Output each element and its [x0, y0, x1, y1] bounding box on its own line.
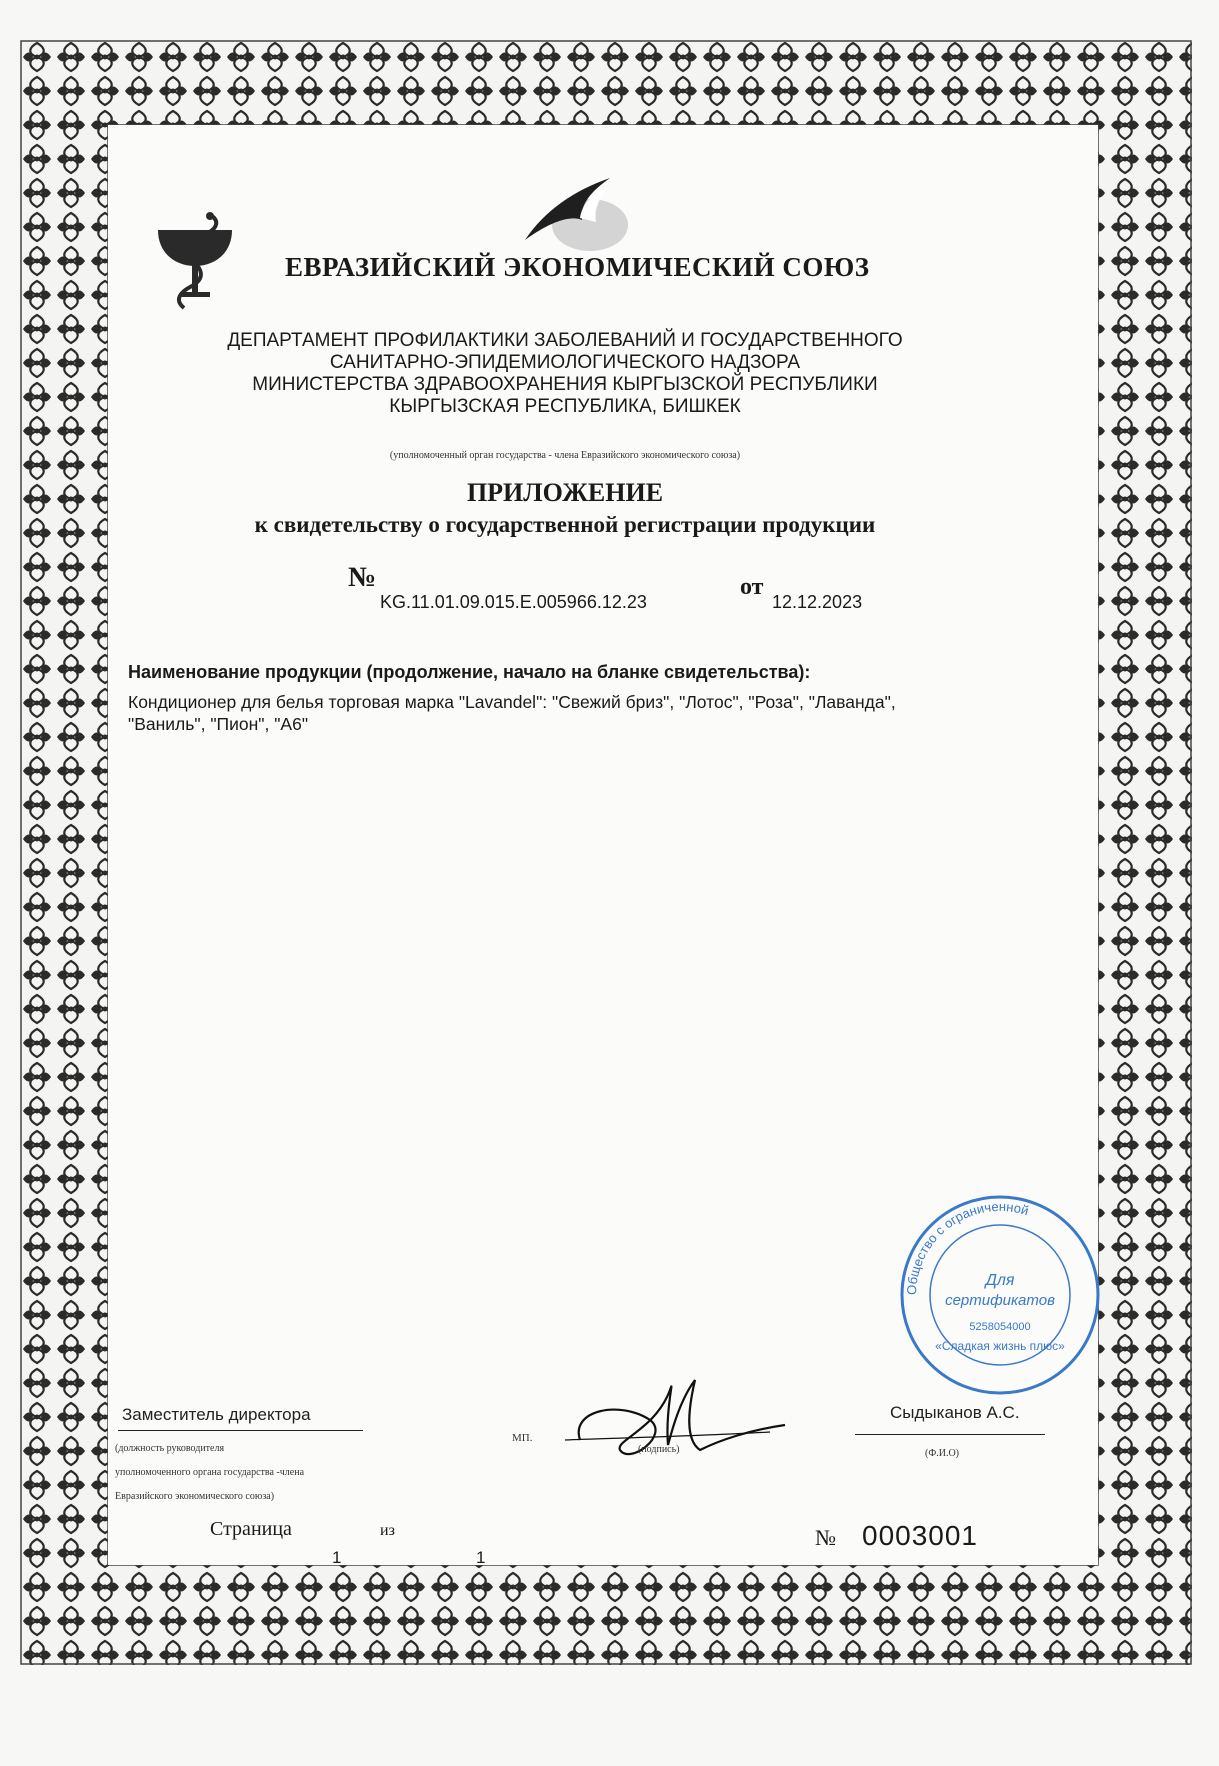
- department-line-3: МИНИСТЕРСТВА ЗДРАВООХРАНЕНИЯ КЫРГЫЗСКОЙ РЕСПУБЛИКИ: [252, 374, 878, 395]
- product-description-line-2: "Ваниль", "Пион", "А6": [128, 714, 309, 734]
- position-note-line-1: (должность руководителя: [115, 1443, 225, 1454]
- position-note-line-2: уполномоченного органа государства -члена: [115, 1467, 305, 1478]
- document-subtitle: к свидетельству о государственной регистрации продукции: [254, 512, 876, 537]
- handwritten-signature: [560, 1370, 790, 1480]
- page-total: 1: [476, 1548, 486, 1567]
- stamp-inn: 5258054000: [969, 1321, 1031, 1333]
- company-stamp: [895, 1190, 1105, 1400]
- department-line-4: КЫРГЫЗСКАЯ РЕСПУБЛИКА, БИШКЕК: [389, 396, 741, 417]
- stamp-center-text-2: сертификатов: [945, 1292, 1055, 1309]
- position-note-line-3: Евразийского экономического союза): [115, 1491, 275, 1502]
- of-label: из: [380, 1522, 395, 1539]
- registration-date: 12.12.2023: [772, 592, 863, 612]
- authority-note: (уполномоченный орган государства - члена Евразийского экономического союза): [389, 450, 741, 461]
- stamp-ring-text: Общество с ограниченной: [903, 1198, 1031, 1296]
- signatory-name: Сыдыканов А.С.: [890, 1403, 1020, 1422]
- department-line-1: ДЕПАРТАМЕНТ ПРОФИЛАКТИКИ ЗАБОЛЕВАНИЙ И ГОСУДАРСТВЕННОГО: [227, 330, 903, 351]
- eaeu-emblem-icon: [520, 170, 630, 260]
- signatory-position: Заместитель директора: [122, 1405, 311, 1424]
- mp-label: МП.: [512, 1432, 533, 1444]
- signature-note: (подпись): [638, 1444, 680, 1455]
- page-current: 1: [332, 1548, 342, 1567]
- product-name-label: Наименование продукции (продолжение, начало на бланке свидетельства):: [128, 662, 811, 682]
- union-title: ЕВРАЗИЙСКИЙ ЭКОНОМИЧЕСКИЙ СОЮЗ: [285, 252, 870, 282]
- stamp-center-text-1: Для: [985, 1272, 1015, 1289]
- stamp-bottom-text: «Сладкая жизнь плюс»: [935, 1339, 1065, 1353]
- registration-number: KG.11.01.09.015.E.005966.12.23: [380, 592, 647, 612]
- serial-label: №: [815, 1525, 836, 1550]
- position-underline: [118, 1430, 363, 1431]
- number-label: №: [348, 562, 377, 593]
- department-line-2: САНИТАРНО-ЭПИДЕМИОЛОГИЧЕСКОГО НАДЗОРА: [329, 352, 801, 373]
- product-description-line-1: Кондиционер для белья торговая марка "Lavandel": "Свежий бриз", "Лотос", "Роза", "Лаванда",: [128, 692, 896, 712]
- page-label: Страница: [210, 1518, 292, 1540]
- hygieia-bowl-icon: [150, 208, 240, 318]
- name-note: (Ф.И.О): [925, 1448, 960, 1459]
- date-label: от: [740, 574, 764, 600]
- document-title: ПРИЛОЖЕНИЕ: [466, 478, 664, 507]
- serial-number: 0003001: [862, 1520, 979, 1551]
- name-underline: [855, 1434, 1045, 1435]
